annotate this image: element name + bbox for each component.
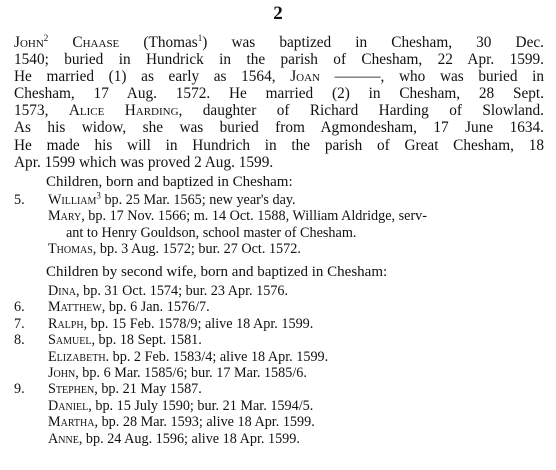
child-entry xyxy=(48,241,548,257)
text-run: , bp. 17 Nov. 1566; m. 14 Oct. 1588, William Aldridge, serv- xyxy=(81,208,427,225)
text-run: , daughter of Richard Harding of Slowland. xyxy=(178,102,544,120)
small-caps-name: Matthew xyxy=(48,299,102,316)
text-run: , bp. 3 Aug. 1572; bur. 27 Oct. 1572. xyxy=(92,241,301,258)
lineage-number: 7. xyxy=(14,315,25,332)
small-caps-name: Daniel xyxy=(48,397,89,414)
child-entry xyxy=(48,208,548,224)
lineage-number: 6. xyxy=(14,299,25,316)
page-number: 2 xyxy=(273,3,283,24)
small-caps-name: Martha xyxy=(48,414,95,431)
small-caps-name: Dina xyxy=(48,283,77,299)
paragraph-line xyxy=(14,34,544,51)
text-run: . bp. 2 Feb. 1583/4; alive 18 Apr. 1599. xyxy=(105,348,329,365)
text-run: , bp. 6 Jan. 1576/7. xyxy=(101,299,210,316)
small-caps-name: William xyxy=(48,192,97,208)
small-caps-name: John xyxy=(14,34,44,51)
text-run: , bp. 28 Mar. 1593; alive 18 Apr. 1599. xyxy=(94,414,315,431)
child-entry xyxy=(48,431,548,447)
child-entry xyxy=(48,225,548,241)
text-run: , bp. 18 Sept. 1581. xyxy=(91,332,202,349)
child-entry xyxy=(48,365,548,381)
text-run: , bp. 15 Feb. 1578/9; alive 18 Apr. 1599. xyxy=(83,315,314,332)
generation-superscript: 3 xyxy=(96,190,101,201)
small-caps-name: Stephen xyxy=(48,381,95,398)
text-run: Apr. 1599 which was proved 2 Aug. 1599. xyxy=(14,153,274,171)
text-run: 1573, xyxy=(14,102,69,120)
child-entry xyxy=(14,381,548,398)
small-caps-name: Anne xyxy=(48,430,79,447)
text-run: As his widow, she was buried from Agmondesham, 17 June 1634. xyxy=(14,119,544,137)
small-caps-name: John xyxy=(48,365,76,382)
text-run: ) was baptized in Chesham, 30 Dec. xyxy=(202,34,544,51)
children-heading-first xyxy=(46,174,293,190)
generation-superscript: 1 xyxy=(197,32,203,43)
child-entry xyxy=(14,315,548,332)
small-caps-name: Joan xyxy=(290,68,320,86)
children-heading-second xyxy=(46,264,387,280)
child-entry xyxy=(14,190,548,208)
child-entry xyxy=(48,398,548,414)
lineage-number: 8. xyxy=(14,332,25,349)
text-run xyxy=(48,34,72,51)
text-run: ———, who was buried in xyxy=(319,68,544,86)
lineage-number: 5. xyxy=(14,192,25,208)
text-run: , bp. 31 Oct. 1574; bur. 23 Apr. 1576. xyxy=(76,283,289,299)
text-run: , bp. 6 Mar. 1585/6; bur. 17 Mar. 1585/6. xyxy=(75,365,307,382)
text-run: 1540; buried in Hundrick in the parish of Chesham, 22 Apr. 1599. xyxy=(14,51,544,69)
lineage-number: 9. xyxy=(14,381,25,398)
child-entry xyxy=(48,349,548,365)
paragraph-line xyxy=(14,68,544,85)
small-caps-name: Samuel xyxy=(48,332,92,349)
text-run: (Thomas xyxy=(119,34,198,51)
text-run: He made his will in Hundrich in the parish of Great Chesham, 18 xyxy=(14,136,544,154)
small-caps-name: Thomas xyxy=(48,241,93,258)
generation-superscript: 2 xyxy=(43,32,49,43)
small-caps-name: Chaase xyxy=(72,34,120,51)
text-run: , bp. 21 May 1587. xyxy=(94,381,202,398)
text-run: He married (1) as early as 1564, xyxy=(14,68,291,86)
small-caps-name: Mary xyxy=(48,208,82,225)
text-run: ant to Henry Gouldson, school master of Chesham. xyxy=(66,224,357,241)
small-caps-name: Ralph xyxy=(48,315,84,332)
biography-paragraph xyxy=(14,34,544,171)
paragraph-line xyxy=(14,154,544,171)
child-entry xyxy=(48,414,548,430)
text-run: , bp. 15 July 1590; bur. 21 Mar. 1594/5. xyxy=(88,397,314,414)
paragraph-line xyxy=(14,119,544,136)
small-caps-name: Alice Harding xyxy=(68,102,179,120)
children-heading: Children by second wife, born and baptized in Chesham: xyxy=(46,264,388,280)
children-heading: Children, born and baptized in Chesham: xyxy=(46,174,293,190)
children-list-first-wife xyxy=(14,190,548,258)
child-entry xyxy=(14,332,548,349)
child-entry xyxy=(14,299,548,316)
paragraph-line xyxy=(14,51,544,68)
paragraph-line xyxy=(14,85,544,102)
child-entry xyxy=(48,283,548,299)
paragraph-line xyxy=(14,102,544,119)
paragraph-line xyxy=(14,137,544,154)
text-run: bp. 25 Mar. 1565; new year's day. xyxy=(100,192,296,208)
text-run: Chesham, 17 Aug. 1572. He married (2) in Chesham, 28 Sept. xyxy=(14,85,544,103)
text-run: , bp. 24 Aug. 1596; alive 18 Apr. 1599. xyxy=(78,430,300,447)
children-list-second-wife xyxy=(14,283,548,447)
small-caps-name: Elizabeth xyxy=(48,348,106,365)
